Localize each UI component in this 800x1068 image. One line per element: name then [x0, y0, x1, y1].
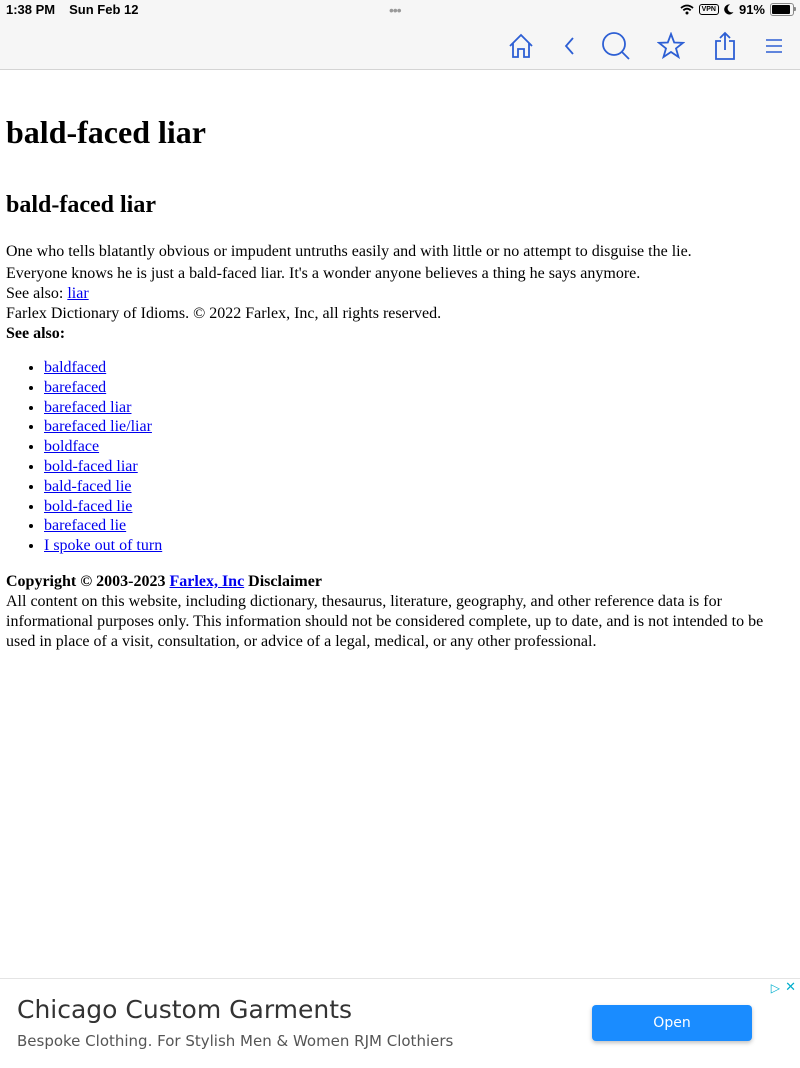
list-item	[44, 378, 794, 398]
see-also-link[interactable]: barefaced	[44, 378, 107, 396]
search-button[interactable]	[598, 28, 634, 64]
list-item	[44, 358, 794, 378]
list-item	[44, 437, 794, 457]
status-time	[6, 2, 139, 17]
back-icon	[559, 33, 579, 59]
see-also-link[interactable]: I spoke out of turn	[44, 537, 163, 555]
copyright-prefix: Copyright © 2003-2023	[6, 572, 170, 590]
ad-choices-icon[interactable]: ▷	[770, 981, 780, 995]
list-item	[44, 477, 794, 497]
home-button[interactable]	[503, 28, 539, 64]
list-item	[44, 417, 794, 437]
see-also-link[interactable]: baldfaced	[44, 359, 107, 376]
ad-open-button[interactable]: Open	[592, 1005, 752, 1041]
see-also-link[interactable]: barefaced liar	[44, 398, 132, 416]
see-also-heading: See also:	[6, 325, 66, 342]
see-also-link[interactable]: boldface	[44, 438, 100, 456]
entry-heading: bald-faced liar	[6, 192, 156, 218]
page-content	[6, 70, 794, 652]
share-icon	[713, 31, 737, 61]
definition: One who tells blatantly obvious or impudent untruths easily and with little or no attempt to disguise the lie.	[6, 243, 692, 260]
see-also-list	[6, 358, 794, 556]
farlex-link[interactable]: Farlex, Inc	[169, 572, 245, 590]
moon-icon	[724, 4, 734, 15]
menu-button[interactable]	[756, 28, 792, 64]
wifi-icon	[680, 4, 694, 15]
share-button[interactable]	[707, 28, 743, 64]
see-also-inline	[6, 284, 794, 304]
see-also-prefix: See also:	[6, 285, 68, 302]
back-button[interactable]	[551, 28, 587, 64]
menu-icon	[765, 38, 783, 54]
home-icon	[508, 33, 534, 59]
source-credit: Farlex Dictionary of Idioms. © 2022 Farlex, Inc, all rights reserved.	[6, 305, 442, 322]
list-item	[44, 398, 794, 418]
status-indicators	[680, 2, 794, 17]
copyright-line	[6, 572, 794, 592]
see-also-link[interactable]: bald-faced lie	[44, 477, 132, 495]
battery-percent: 91%	[738, 2, 765, 17]
see-also-liar-link[interactable]: liar	[67, 285, 89, 302]
list-item	[44, 457, 794, 477]
see-also-link[interactable]: barefaced lie/liar	[44, 418, 152, 436]
bookmark-button[interactable]	[653, 28, 689, 64]
bookmark-star-icon	[657, 32, 685, 60]
ad-subtitle[interactable]: Bespoke Clothing. For Stylish Men & Women RJM Clothiers	[17, 1032, 454, 1050]
see-also-link[interactable]: bold-faced liar	[44, 457, 138, 475]
see-also-link[interactable]: barefaced lie	[44, 517, 127, 535]
vpn-badge: VPN	[699, 4, 719, 15]
multitasking-dots[interactable]: •••	[389, 2, 401, 18]
date: Sun Feb 12	[69, 2, 139, 17]
list-item	[44, 536, 794, 556]
browser-top-bar	[0, 0, 800, 70]
search-icon	[601, 31, 631, 61]
ad-close-icon[interactable]: ✕	[785, 980, 796, 995]
list-item	[44, 516, 794, 536]
page-title: bald-faced liar	[6, 114, 206, 150]
clock: 1:38 PM	[6, 2, 56, 17]
example-sentence: Everyone knows he is just a bald-faced liar. It's a wonder anyone believes a thing he says anymore.	[6, 265, 641, 282]
browser-toolbar	[480, 26, 800, 66]
disclaimer-label: Disclaimer	[244, 572, 322, 590]
battery-icon	[770, 3, 794, 16]
see-also-link[interactable]: bold-faced lie	[44, 497, 133, 515]
ad-title[interactable]: Chicago Custom Garments	[17, 995, 353, 1024]
ad-banner[interactable]	[0, 978, 800, 1068]
disclaimer-text: All content on this website, including dictionary, thesaurus, literature, geography, and other reference data is for informational purposes only. This information should not be considered complete, up to date, and is not intended to be used in place of a visit, consultation, or advice of a legal, medical, or any other professional.	[6, 592, 764, 650]
list-item	[44, 497, 794, 517]
